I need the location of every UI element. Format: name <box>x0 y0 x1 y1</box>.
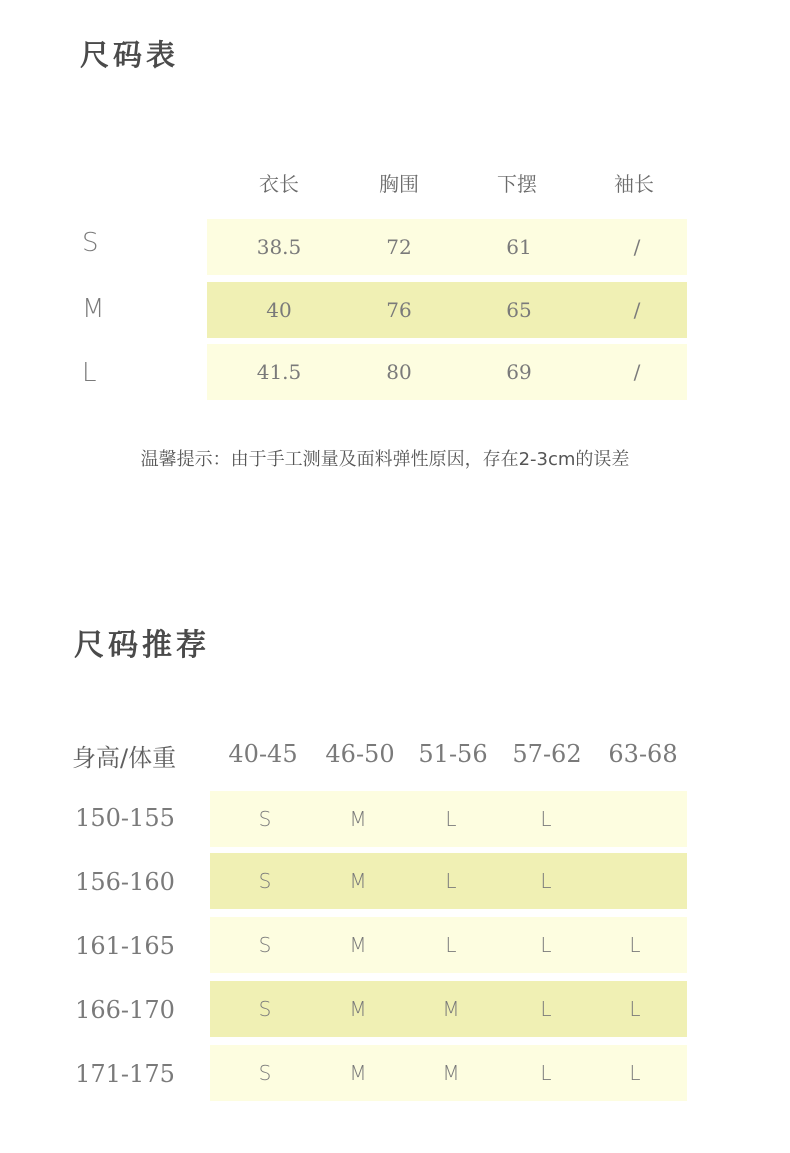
recommendation-cell: L <box>540 1061 552 1085</box>
size-chart-header-chest: 胸围 <box>379 172 419 196</box>
recommendation-cell: L <box>445 933 457 957</box>
size-chart-header-length: 衣长 <box>259 172 299 196</box>
size-chart-row <box>207 282 687 338</box>
recommendation-cell: L <box>445 807 457 831</box>
recommendation-cell: M <box>349 933 367 957</box>
size-chart-cell: 72 <box>386 235 412 259</box>
recommendation-cell: S <box>258 807 272 831</box>
size-chart-cell: / <box>633 360 641 384</box>
recommendation-cell: M <box>349 1061 367 1085</box>
recommendation-cell: L <box>540 869 552 893</box>
recommendation-cell: M <box>442 997 460 1021</box>
size-chart-row-label: L <box>82 358 97 388</box>
weight-column-header: 63-68 <box>608 740 678 768</box>
weight-column-header: 51-56 <box>418 740 488 768</box>
recommendation-cell: L <box>445 869 457 893</box>
recommendation-row <box>210 791 687 847</box>
recommendation-cell <box>588 853 682 909</box>
recommendation-cell: M <box>349 807 367 831</box>
size-chart-cell: 40 <box>266 298 292 322</box>
recommendation-cell: L <box>540 997 552 1021</box>
recommendation-cell: L <box>629 1061 641 1085</box>
recommendation-cell: M <box>442 1061 460 1085</box>
size-chart-header-sleeve: 袖长 <box>614 172 654 196</box>
recommendation-row <box>210 981 687 1037</box>
recommendation-cell: S <box>258 869 272 893</box>
size-recommendation-title: 尺码推荐 <box>74 628 210 663</box>
size-chart-cell: 80 <box>386 360 412 384</box>
recommendation-cell: S <box>258 1061 272 1085</box>
size-chart-row <box>207 344 687 400</box>
size-chart-cell: / <box>633 235 641 259</box>
height-row-label: 171-175 <box>75 1060 175 1088</box>
recommendation-cell: L <box>629 997 641 1021</box>
recommendation-cell: L <box>629 933 641 957</box>
height-row-label: 150-155 <box>75 804 175 832</box>
size-chart-cell: 38.5 <box>256 235 302 259</box>
size-chart-cell: 65 <box>506 298 532 322</box>
recommendation-cell: L <box>540 933 552 957</box>
height-row-label: 156-160 <box>75 868 175 896</box>
size-chart-cell: 69 <box>506 360 532 384</box>
size-chart-row <box>207 219 687 275</box>
size-chart-title: 尺码表 <box>80 38 180 72</box>
size-chart-cell: 61 <box>506 235 532 259</box>
size-chart-header-hem: 下摆 <box>497 172 537 196</box>
recommendation-cell: S <box>258 933 272 957</box>
size-chart-row-label: S <box>82 228 99 258</box>
recommendation-row <box>210 1045 687 1101</box>
weight-column-header: 40-45 <box>228 740 298 768</box>
size-chart-cell: 76 <box>386 298 412 322</box>
recommendation-cell: M <box>349 997 367 1021</box>
size-chart-cell: 41.5 <box>256 360 302 384</box>
size-chart-row-label: M <box>82 294 105 324</box>
recommendation-cell: L <box>540 807 552 831</box>
weight-column-header: 57-62 <box>512 740 582 768</box>
recommendation-cell <box>588 791 682 847</box>
height-weight-header: 身高/体重 <box>72 744 177 772</box>
measurement-note: 温馨提示：由于手工测量及面料弹性原因，存在2-3cm的误差 <box>140 449 630 470</box>
recommendation-cell: S <box>258 997 272 1021</box>
height-row-label: 161-165 <box>75 932 175 960</box>
size-chart-cell: / <box>633 298 641 322</box>
height-row-label: 166-170 <box>75 996 175 1024</box>
recommendation-cell: M <box>349 869 367 893</box>
recommendation-row <box>210 853 687 909</box>
recommendation-row <box>210 917 687 973</box>
weight-column-header: 46-50 <box>325 740 395 768</box>
